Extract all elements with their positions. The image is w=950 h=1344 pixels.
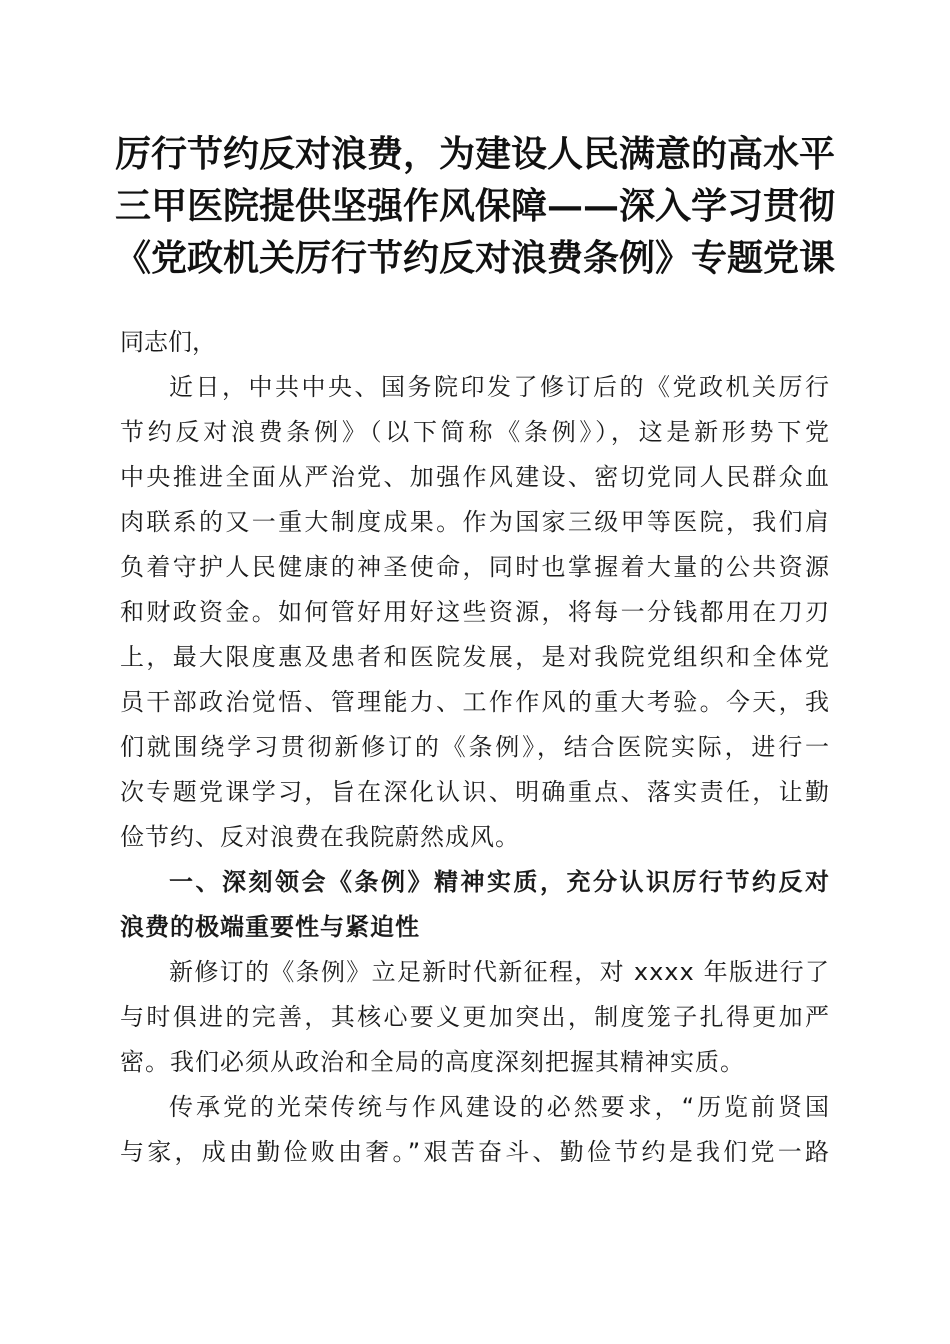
intro-line: 们就围绕学习贯彻新修订的《条例》，结合医院实际，进行一 bbox=[120, 733, 830, 761]
intro-line: 节约反对浪费条例》（以下简称《条例》），这是新形势下党 bbox=[120, 418, 830, 446]
intro-line: 次专题党课学习，旨在深化认识、明确重点、落实责任，让勤 bbox=[120, 778, 830, 806]
intro-line: 肉联系的又一重大制度成果。作为国家三级甲等医院，我们肩 bbox=[120, 508, 830, 536]
section-heading-line: 一、深刻领会《条例》精神实质，充分认识厉行节约反对 bbox=[169, 868, 830, 896]
title-line-1: 厉行节约反对浪费，为建设人民满意的高水平 bbox=[114, 133, 835, 175]
title-line-3: 《党政机关厉行节约反对浪费条例》专题党课 bbox=[114, 237, 835, 279]
intro-line: 负着守护人民健康的神圣使命，同时也掌握着大量的公共资源 bbox=[120, 553, 830, 581]
greeting: 同志们， bbox=[120, 328, 216, 356]
section-1-paragraph-1 bbox=[120, 950, 830, 1085]
document-body bbox=[120, 320, 830, 1175]
paragraph-line: 传承党的光荣传统与作风建设的必然要求，“历览前贤国 bbox=[169, 1093, 830, 1121]
intro-line: 俭节约、反对浪费在我院蔚然成风。 bbox=[120, 823, 520, 851]
paragraph-line: 新修订的《条例》立足新时代新征程，对 xxxx 年版进行了 bbox=[169, 958, 830, 986]
document-title bbox=[110, 128, 840, 284]
section-heading-line: 浪费的极端重要性与紧迫性 bbox=[120, 913, 420, 941]
intro-line: 员干部政治觉悟、管理能力、工作作风的重大考验。今天，我 bbox=[120, 688, 830, 716]
section-1-heading bbox=[120, 860, 830, 950]
paragraph-line: 与时俱进的完善，其核心要义更加突出，制度笼子扎得更加严 bbox=[120, 1003, 830, 1031]
intro-line: 近日，中共中央、国务院印发了修订后的《党政机关厉行 bbox=[169, 373, 830, 401]
title-line-2: 三甲医院提供坚强作风保障——深入学习贯彻 bbox=[114, 185, 835, 227]
paragraph-line: 与家，成由勤俭败由奢。”艰苦奋斗、勤俭节约是我们党一路 bbox=[120, 1138, 830, 1166]
intro-paragraph bbox=[120, 365, 830, 860]
intro-line: 和财政资金。如何管好用好这些资源，将每一分钱都用在刀刃 bbox=[120, 598, 830, 626]
section-1-paragraph-2 bbox=[120, 1085, 830, 1175]
intro-line: 中央推进全面从严治党、加强作风建设、密切党同人民群众血 bbox=[120, 463, 830, 491]
intro-line: 上，最大限度惠及患者和医院发展，是对我院党组织和全体党 bbox=[120, 643, 830, 671]
paragraph-line: 密。我们必须从政治和全局的高度深刻把握其精神实质。 bbox=[120, 1048, 745, 1076]
